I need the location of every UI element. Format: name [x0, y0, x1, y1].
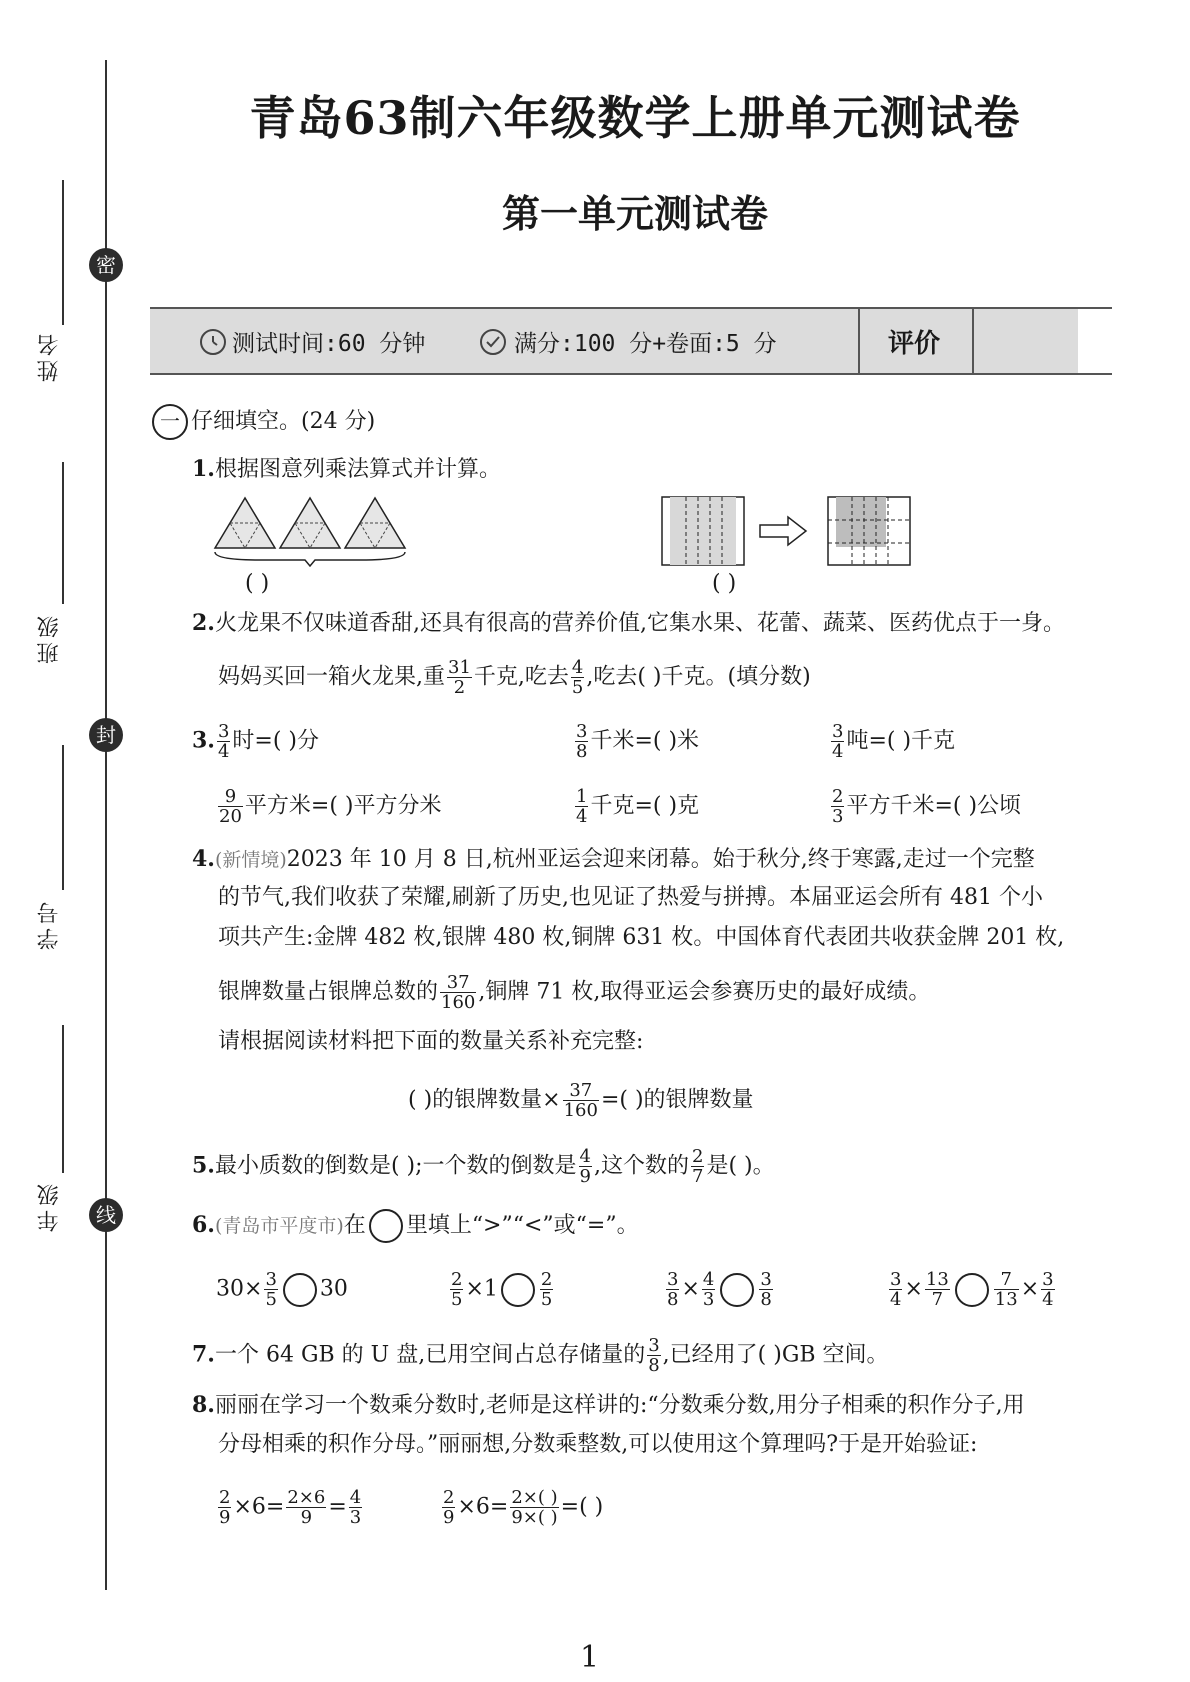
q3-item-6: [829, 787, 1021, 826]
q2-answer-blank[interactable]: ,吃去( )千克。(填分数): [586, 664, 811, 690]
denominator: 4: [1042, 1289, 1054, 1310]
numerator: 4: [571, 657, 584, 678]
q6-tag: (青岛市平度市): [214, 1215, 344, 1237]
q8-number: 8.: [192, 1392, 215, 1418]
numerator: 13: [925, 1269, 949, 1290]
q4-number: 4.: [192, 846, 215, 872]
fraction: [540, 1270, 553, 1309]
q4-text-a: 银牌数量占银牌总数的: [218, 979, 439, 1005]
fraction[interactable]: [510, 1488, 558, 1527]
numerator: 7: [994, 1270, 1019, 1290]
class-field-label: 班级: [37, 612, 62, 664]
denominator: 3: [349, 1507, 362, 1528]
numerator: 4: [702, 1269, 715, 1290]
denominator: 8: [667, 1289, 679, 1310]
denominator: 4: [832, 741, 844, 762]
fraction: [286, 1488, 326, 1527]
seal-mi: 密: [89, 248, 123, 282]
numerator: 1: [576, 786, 588, 807]
q8-line1: 丽丽在学习一个数乘分数时,老师是这样讲的:“分数乘分数,用分子相乘的积作分子,用: [214, 1393, 1025, 1418]
fraction: [702, 1270, 715, 1309]
divider: [858, 309, 860, 373]
denominator: 9: [300, 1507, 313, 1528]
fraction: [575, 722, 588, 761]
fraction: [440, 973, 476, 1012]
q2-number: 2.: [192, 610, 215, 636]
name-field-line[interactable]: [62, 180, 64, 325]
answer-circle[interactable]: [720, 1273, 754, 1307]
check-icon: [480, 329, 506, 355]
q3-blank[interactable]: 吨=( )千克: [846, 728, 956, 754]
denominator: 7: [692, 1166, 704, 1187]
numerator: 3: [832, 721, 844, 742]
evaluation-label: 评价: [888, 329, 941, 359]
q4-text-b: ,铜牌 71 枚,取得亚运会参赛历史的最好成绩。: [478, 979, 931, 1005]
denominator: 20: [219, 806, 242, 827]
question-4: [192, 843, 1035, 876]
question-6: [192, 1209, 639, 1243]
denominator: 8: [576, 741, 588, 762]
numerator: 3: [760, 1269, 772, 1290]
numerator: 3: [265, 1269, 277, 1290]
q4-relation: [408, 1081, 754, 1120]
q5-text-a[interactable]: 最小质数的倒数是( );一个数的倒数是: [214, 1153, 577, 1179]
fraction: [575, 787, 588, 826]
numerator: 37: [440, 973, 476, 993]
fraction: [217, 722, 230, 761]
q8-example-2: [440, 1488, 603, 1527]
question-5: [192, 1147, 775, 1186]
fraction: [666, 1270, 679, 1309]
q3-blank[interactable]: 千米=( )米: [590, 728, 700, 754]
numerator: 37: [563, 1081, 599, 1101]
q3-item-3: [829, 722, 955, 761]
fraction: [571, 658, 584, 697]
denominator: 3: [702, 1289, 715, 1310]
answer-circle[interactable]: [501, 1273, 535, 1307]
q2-line2: [218, 658, 811, 697]
question-8: [192, 1389, 1025, 1422]
triangles-figure: [210, 492, 420, 567]
q6-expr-4: [887, 1270, 1057, 1309]
fraction: [349, 1488, 362, 1527]
denominator: 160: [563, 1100, 598, 1121]
q1-text: 根据图意列乘法算式并计算。: [214, 457, 501, 482]
q3-item-1: [192, 722, 319, 761]
q8-example-1: [216, 1488, 364, 1527]
q2-line1: 火龙果不仅味道香甜,还具有很高的营养价值,它集水果、花蕾、蔬菜、医药优点于一身。: [214, 611, 1065, 636]
expr-text: ×: [681, 1276, 700, 1302]
q7-number: 7.: [192, 1341, 215, 1368]
fraction: [218, 787, 243, 826]
seal-feng: 封: [89, 718, 123, 752]
fraction: [759, 1270, 772, 1309]
denominator: 3: [832, 806, 844, 827]
question-1: [192, 453, 501, 486]
question-2: [192, 607, 1065, 640]
q1-answer-right[interactable]: ( ): [712, 571, 737, 596]
numerator: 2: [832, 786, 844, 807]
fraction: [447, 658, 472, 697]
grade-field-label: 年级: [37, 1180, 62, 1232]
page-number: 1: [580, 1640, 600, 1675]
expr-text: 30×: [216, 1276, 263, 1302]
expr-text: 30: [319, 1276, 348, 1302]
numerator: 4: [579, 1146, 591, 1167]
fraction: [647, 1336, 660, 1375]
q6-expr-2: [448, 1270, 555, 1309]
fraction: [264, 1270, 277, 1309]
q3-blank[interactable]: 平方米=( )平方分米: [244, 793, 442, 819]
numerator: 3: [890, 1269, 902, 1290]
unit-title: 第一单元测试卷: [501, 191, 768, 236]
test-time: 测试时间:60 分钟: [232, 331, 426, 357]
numerator: 3: [648, 1335, 660, 1356]
q3-item-4: [216, 787, 442, 826]
q4-line3: 项共产生:金牌 482 枚,银牌 480 枚,铜牌 631 枚。中国体育代表团共收获金牌 201 枚,: [218, 925, 1065, 950]
answer-circle[interactable]: [955, 1273, 989, 1307]
q3-blank[interactable]: 千克=( )克: [590, 793, 700, 819]
fraction: [442, 1488, 455, 1527]
expr-text: ×1: [465, 1276, 498, 1302]
numerator: 2×6: [287, 1487, 326, 1508]
q4-line1: 2023 年 10 月 8 日,杭州亚运会迎来闭幕。始于秋分,终于寒露,走过一个完整: [286, 847, 1035, 872]
compare-circle-icon: [369, 1209, 403, 1243]
class-field-line[interactable]: [62, 462, 64, 604]
q8-line2: 分母相乘的积作分母。”丽丽想,分数乘整数,可以使用这个算理吗?于是开始验证:: [218, 1432, 978, 1457]
q7-answer-blank[interactable]: ,已经用了( )GB 空间。: [662, 1342, 889, 1368]
numerator: 3: [217, 721, 230, 742]
denominator: 9: [579, 1166, 591, 1187]
q5-text-b: ,这个数的: [594, 1153, 689, 1179]
q4-tag: (新情境): [214, 849, 287, 871]
q4-line5: 请根据阅读材料把下面的数量关系补充完整:: [218, 1029, 644, 1054]
q4-blank-b[interactable]: =( )的银牌数量: [600, 1087, 754, 1113]
denominator: 4: [890, 1289, 902, 1310]
expr-text: ×6=: [457, 1494, 509, 1520]
expr-text: ×: [904, 1276, 923, 1302]
q2-text-b: 千克,吃去: [473, 664, 569, 690]
section-numeral: 一: [152, 404, 188, 440]
expr-text: ×: [1020, 1276, 1040, 1302]
denominator: 160: [441, 992, 476, 1013]
q1-answer-left[interactable]: ( ): [245, 571, 270, 596]
q1-number: 1.: [192, 456, 215, 482]
answer-circle[interactable]: [283, 1273, 317, 1307]
name-field-label: 姓名: [37, 330, 62, 382]
denominator: 5: [571, 677, 584, 698]
fraction: [831, 722, 844, 761]
denominator: 8: [648, 1355, 660, 1376]
fraction: [1041, 1270, 1054, 1309]
fraction: [889, 1270, 902, 1309]
numerator: 2: [451, 1269, 463, 1290]
q3-item-5: [573, 787, 699, 826]
clock-icon: [200, 329, 226, 355]
denominator: 5: [540, 1289, 553, 1310]
denominator: 5: [451, 1289, 463, 1310]
denominator: 2: [453, 677, 466, 698]
q6-number: 6.: [192, 1212, 215, 1238]
numerator: 3: [576, 721, 588, 742]
expr-text: ×6=: [233, 1494, 285, 1520]
numerator: 3: [667, 1269, 679, 1290]
q8-answer-blank[interactable]: =( ): [560, 1494, 604, 1520]
seal-xian: 线: [89, 1198, 123, 1232]
fraction: [925, 1270, 950, 1309]
student-id-field-label: 学号: [37, 898, 62, 950]
question-7: [192, 1336, 889, 1375]
denominator: 4: [576, 806, 588, 827]
q4-line4: [218, 973, 930, 1012]
q4-line2: 的节气,我们收获了荣耀,刷新了历史,也见证了热爱与拼搏。本届亚运会所有 481 个小: [218, 885, 1043, 910]
q3-blank[interactable]: 时=( )分: [232, 728, 320, 754]
expr-text: =: [328, 1494, 347, 1520]
q7-text-a: 一个 64 GB 的 U 盘,已用空间占总存储量的: [214, 1342, 646, 1368]
q3-blank[interactable]: 平方千米=( )公顷: [846, 793, 1022, 819]
numerator-blank[interactable]: 2×( ): [511, 1487, 558, 1508]
binding-line: [105, 60, 107, 1590]
denominator: 5: [265, 1289, 277, 1310]
fraction: [563, 1081, 599, 1120]
q5-answer-blank[interactable]: 是( )。: [706, 1153, 775, 1179]
denominator: 4: [217, 741, 230, 762]
numerator: 2: [692, 1146, 704, 1167]
denominator: 9: [219, 1507, 231, 1528]
student-id-field-line[interactable]: [62, 745, 64, 890]
numerator: 31: [448, 657, 471, 678]
q4-blank-a[interactable]: ( )的银牌数量×: [408, 1087, 561, 1113]
denominator: 7: [931, 1289, 944, 1310]
fraction: [691, 1147, 704, 1186]
grade-field-line[interactable]: [62, 1025, 64, 1173]
fraction: [994, 1270, 1019, 1309]
denominator-blank[interactable]: 9×( ): [511, 1507, 558, 1528]
q2-text-a: 妈妈买回一箱火龙果,重: [218, 664, 445, 690]
fraction: [579, 1147, 592, 1186]
info-bar: [150, 307, 1112, 375]
q6-expr-3: [664, 1270, 775, 1309]
numerator: 9: [218, 787, 243, 807]
divider: [972, 309, 974, 373]
denominator: 9: [443, 1507, 455, 1528]
fraction: [831, 787, 844, 826]
denominator: 13: [994, 1289, 1018, 1310]
full-score: 满分:100 分+卷面:5 分: [514, 331, 777, 357]
numerator: 4: [349, 1487, 362, 1508]
denominator: 8: [760, 1289, 772, 1310]
numerator: 2: [443, 1487, 455, 1508]
rectangles-figure: [660, 495, 920, 567]
q6-text-a: 在: [343, 1213, 366, 1238]
section-heading: [152, 404, 375, 440]
fraction: [218, 1488, 231, 1527]
fraction: [450, 1270, 463, 1309]
numerator: 3: [1042, 1269, 1054, 1290]
numerator: 2: [540, 1269, 553, 1290]
q6-expr-1: [216, 1270, 348, 1309]
q3-number: 3.: [192, 727, 215, 754]
q5-number: 5.: [192, 1152, 215, 1179]
section-title: 仔细填空。(24 分): [191, 409, 376, 434]
numerator: 2: [219, 1487, 231, 1508]
q3-item-2: [573, 722, 699, 761]
q6-text-b: 里填上“>”“<”或“=”。: [405, 1213, 639, 1238]
page-title: 青岛63制六年级数学上册单元测试卷: [249, 91, 1021, 145]
